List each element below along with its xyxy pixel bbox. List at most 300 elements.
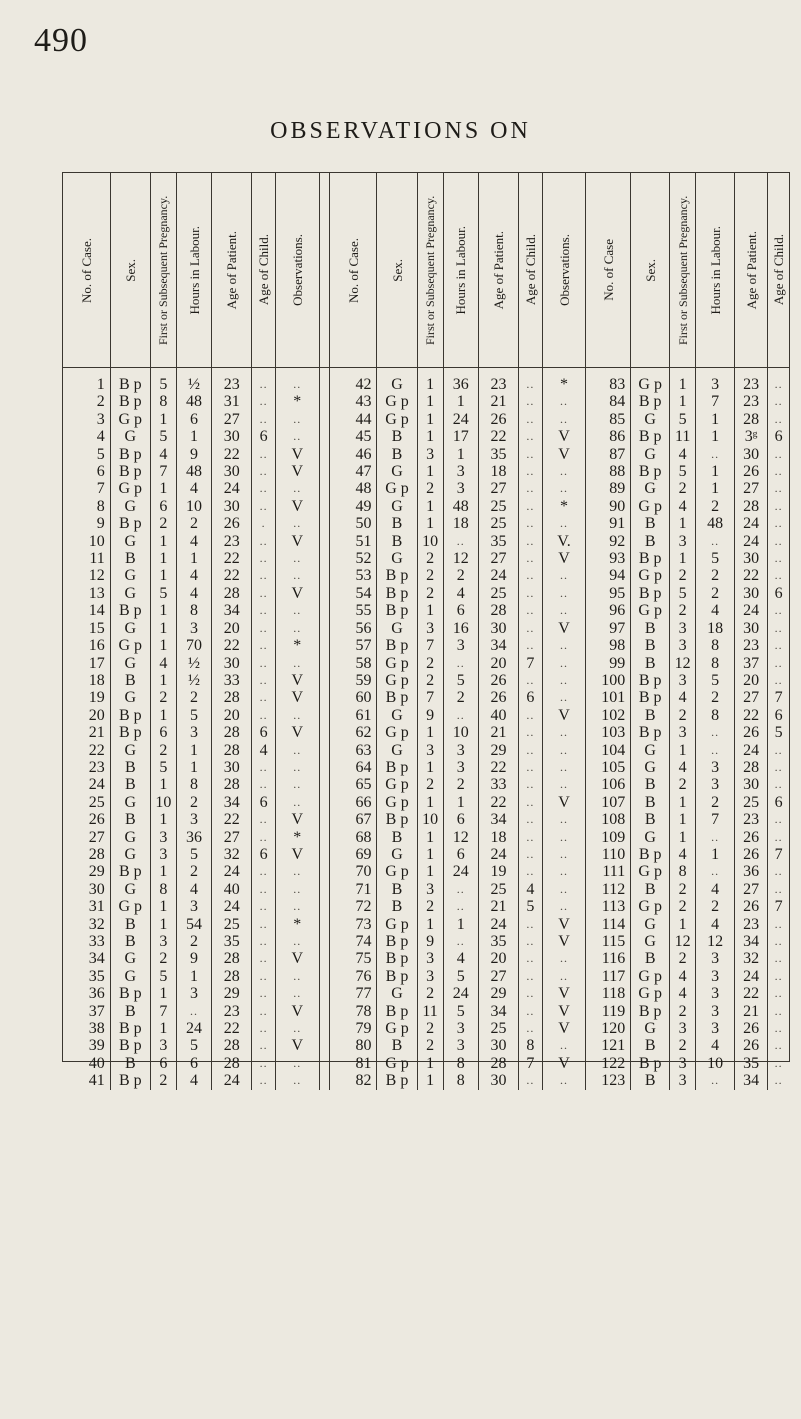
sex-cell: G p (377, 776, 417, 793)
header-case: No. of Case (586, 173, 631, 368)
hours-in-labour-cell: 10 (176, 498, 211, 515)
hours-in-labour-cell: 36 (176, 829, 211, 846)
age-of-patient-cell: 24 (212, 480, 252, 497)
age-of-patient-cell: 20 (735, 672, 768, 689)
header-pregnancy: First or Subsequent Pregnancy. (150, 173, 176, 368)
age-of-patient-cell: 37 (735, 655, 768, 672)
age-of-patient-cell: 24 (735, 602, 768, 619)
pregnancy-cell: 1 (150, 602, 176, 619)
hours-in-labour-cell: 3 (696, 1003, 735, 1020)
sex-cell: B (377, 1037, 417, 1054)
case-number-cell: 8 (96, 497, 105, 515)
sex-cell: G p (110, 480, 150, 497)
table-row (63, 950, 789, 967)
age-of-child-cell: .. (519, 446, 543, 463)
table-row (63, 550, 789, 567)
sex-cell: B p (631, 393, 670, 410)
age-of-patient-cell: 23 (478, 368, 518, 394)
observation-cell: V (275, 446, 319, 463)
hours-in-labour-cell: 2 (696, 567, 735, 584)
header-sex: Sex. (631, 173, 670, 368)
sex-cell: B p (110, 393, 150, 410)
case-number-cell: 13 (88, 584, 105, 602)
sex-cell: G p (631, 498, 670, 515)
sex-cell: B (631, 620, 670, 637)
pregnancy-cell: 3 (670, 1020, 696, 1037)
pregnancy-cell: 2 (670, 1037, 696, 1054)
pregnancy-cell: 3 (670, 637, 696, 654)
sex-cell: B (377, 533, 417, 550)
table-row (63, 368, 789, 394)
age-of-patient-cell: 22 (478, 794, 518, 811)
sex-cell: B p (631, 846, 670, 863)
pregnancy-cell: 9 (417, 933, 443, 950)
case-number-cell: 60 (330, 689, 377, 706)
case-number-cell: 25 (88, 793, 105, 811)
age-of-child-cell: .. (768, 881, 789, 898)
sex-cell: B p (377, 1003, 417, 1020)
pregnancy-cell: 1 (417, 724, 443, 741)
observation-cell: V (275, 846, 319, 863)
sex-cell: G (377, 463, 417, 480)
case-number-cell: 6 (96, 463, 105, 481)
pregnancy-cell: 2 (150, 689, 176, 706)
pregnancy-cell: 1 (417, 916, 443, 933)
age-of-child-cell: .. (252, 1037, 276, 1054)
pregnancy-cell: 7 (417, 689, 443, 706)
pregnancy-cell: 5 (670, 463, 696, 480)
table-row (63, 898, 789, 915)
hours-in-labour-cell: 8 (696, 637, 735, 654)
pregnancy-cell: 7 (150, 1003, 176, 1020)
case-number-cell: 49 (330, 498, 377, 515)
hours-in-labour-cell: 2 (176, 689, 211, 706)
age-of-child-cell: .. (252, 602, 276, 619)
case-number-cell: 79 (330, 1020, 377, 1037)
hours-in-labour-cell: .. (696, 863, 735, 880)
hours-in-labour-cell: 3 (696, 776, 735, 793)
page-number: 490 (34, 22, 88, 59)
pregnancy-cell: 3 (670, 620, 696, 637)
age-of-patient-cell: 30 (735, 585, 768, 602)
age-of-child-cell: 4 (252, 742, 276, 759)
table-row (63, 742, 789, 759)
age-of-patient-cell: 24 (735, 742, 768, 759)
column-separator (319, 585, 330, 602)
hours-in-labour-cell: 54 (176, 916, 211, 933)
age-of-patient-cell: 18 (478, 463, 518, 480)
case-number-cell: 39 (88, 1037, 105, 1055)
age-of-child-cell: .. (252, 759, 276, 776)
pregnancy-cell: 9 (417, 707, 443, 724)
case-number-cell: 99 (586, 655, 631, 672)
sex-cell: G (377, 742, 417, 759)
pregnancy-cell: 3 (670, 1055, 696, 1072)
sex-cell: G p (377, 655, 417, 672)
age-of-patient-cell: 28 (478, 602, 518, 619)
hours-in-labour-cell: 1 (696, 411, 735, 428)
observation-cell: * (542, 368, 586, 394)
observation-cell: V (542, 933, 586, 950)
age-of-child-cell: 6 (768, 428, 789, 445)
age-of-patient-cell: 28 (478, 1055, 518, 1072)
sex-cell: B p (631, 585, 670, 602)
sex-cell: G (377, 846, 417, 863)
age-of-patient-cell: 21 (478, 724, 518, 741)
case-number-cell: 92 (586, 533, 631, 550)
header-age-child: Age of Child. (252, 173, 276, 368)
age-of-child-cell: .. (768, 742, 789, 759)
observation-cell: .. (275, 550, 319, 567)
age-of-patient-cell: 20 (212, 620, 252, 637)
case-number-cell: 16 (88, 637, 105, 655)
pregnancy-cell: 2 (417, 585, 443, 602)
table-row (63, 567, 789, 584)
column-separator (319, 515, 330, 532)
age-of-child-cell: .. (519, 985, 543, 1002)
pregnancy-cell: 3 (670, 1072, 696, 1089)
age-of-patient-cell: 35 (735, 1055, 768, 1072)
case-number-cell: 32 (88, 915, 105, 933)
age-of-patient-cell: 29 (478, 985, 518, 1002)
case-number-cell: 51 (330, 533, 377, 550)
observation-cell: .. (275, 602, 319, 619)
case-number-cell: 100 (586, 672, 631, 689)
hours-in-labour-cell: 3 (443, 1037, 478, 1054)
column-separator (319, 393, 330, 410)
observation-cell: .. (542, 515, 586, 532)
age-of-patient-cell: 30 (212, 759, 252, 776)
pregnancy-cell: 2 (417, 567, 443, 584)
pregnancy-cell: 1 (670, 794, 696, 811)
pregnancy-cell: 1 (670, 742, 696, 759)
age-of-child-cell: .. (519, 707, 543, 724)
column-separator (319, 1072, 330, 1089)
hours-in-labour-cell: 1 (176, 742, 211, 759)
observation-cell: .. (542, 672, 586, 689)
case-number-cell: 64 (330, 759, 377, 776)
age-of-patient-cell: 29 (212, 985, 252, 1002)
observation-cell: V (275, 672, 319, 689)
column-separator (319, 794, 330, 811)
sex-cell: B (110, 933, 150, 950)
pregnancy-cell: 1 (670, 515, 696, 532)
pregnancy-cell: 1 (150, 916, 176, 933)
observation-cell: .. (542, 689, 586, 706)
column-separator (319, 480, 330, 497)
pregnancy-cell: 2 (150, 950, 176, 967)
hours-in-labour-cell: .. (696, 829, 735, 846)
pregnancy-cell: 4 (670, 985, 696, 1002)
sex-cell: B (110, 550, 150, 567)
pregnancy-cell: 12 (670, 933, 696, 950)
observation-cell: .. (275, 368, 319, 394)
pregnancy-cell: 8 (670, 863, 696, 880)
age-of-child-cell: .. (252, 1072, 276, 1089)
age-of-child-cell: .. (252, 933, 276, 950)
age-of-patient-cell: 26 (478, 672, 518, 689)
hours-in-labour-cell: 10 (443, 724, 478, 741)
pregnancy-cell: 2 (670, 1003, 696, 1020)
pregnancy-cell: 1 (670, 829, 696, 846)
sex-cell: G (110, 689, 150, 706)
case-number-cell: 50 (330, 515, 377, 532)
case-number-cell: 105 (586, 759, 631, 776)
sex-cell: G (110, 533, 150, 550)
hours-in-labour-cell: 2 (696, 585, 735, 602)
age-of-child-cell: .. (252, 916, 276, 933)
case-number-cell: 83 (586, 368, 631, 394)
pregnancy-cell: 10 (417, 533, 443, 550)
hours-in-labour-cell: 3 (443, 1020, 478, 1037)
case-number-cell: 101 (586, 689, 631, 706)
case-number-cell: 46 (330, 446, 377, 463)
hours-in-labour-cell: 7 (696, 811, 735, 828)
hours-in-labour-cell: 8 (696, 707, 735, 724)
age-of-child-cell: .. (519, 602, 543, 619)
case-number-cell: 27 (88, 828, 105, 846)
hours-in-labour-cell: .. (443, 898, 478, 915)
case-number-cell: 72 (330, 898, 377, 915)
header-hours: Hours in Labour. (696, 173, 735, 368)
hours-in-labour-cell: 12 (443, 829, 478, 846)
sex-cell: B (631, 515, 670, 532)
column-separator (319, 1037, 330, 1054)
age-of-patient-cell: 27 (212, 411, 252, 428)
case-number-cell: 69 (330, 846, 377, 863)
age-of-child-cell: .. (768, 637, 789, 654)
age-of-child-cell: .. (252, 393, 276, 410)
table-row (63, 689, 789, 706)
hours-in-labour-cell: 8 (176, 602, 211, 619)
age-of-patient-cell: 40 (212, 881, 252, 898)
age-of-patient-cell: 36 (735, 863, 768, 880)
age-of-child-cell: .. (252, 985, 276, 1002)
age-of-patient-cell: 18 (478, 829, 518, 846)
age-of-child-cell: .. (252, 898, 276, 915)
age-of-child-cell: .. (519, 724, 543, 741)
sex-cell: B p (631, 689, 670, 706)
table-row (63, 1020, 789, 1037)
observation-cell: .. (542, 811, 586, 828)
age-of-child-cell: .. (768, 811, 789, 828)
age-of-patient-cell: 24 (478, 846, 518, 863)
observation-cell: .. (542, 759, 586, 776)
age-of-child-cell: .. (519, 776, 543, 793)
age-of-child-cell: 7 (768, 846, 789, 863)
observation-cell: .. (542, 655, 586, 672)
column-separator (319, 829, 330, 846)
sex-cell: G (631, 759, 670, 776)
observation-cell: V (275, 585, 319, 602)
pregnancy-cell: 4 (670, 689, 696, 706)
age-of-patient-cell: 23 (735, 637, 768, 654)
pregnancy-cell: 1 (417, 393, 443, 410)
observation-cell: V (542, 916, 586, 933)
case-number-cell: 59 (330, 672, 377, 689)
case-number-cell: 33 (88, 933, 105, 950)
age-of-patient-cell: 22 (212, 550, 252, 567)
sex-cell: G (110, 428, 150, 445)
sex-cell: G p (631, 567, 670, 584)
pregnancy-cell: 2 (417, 1037, 443, 1054)
sex-cell: G p (631, 968, 670, 985)
hours-in-labour-cell: 12 (696, 933, 735, 950)
age-of-child-cell: .. (519, 567, 543, 584)
case-number-cell: 78 (330, 1003, 377, 1020)
sex-cell: B (377, 829, 417, 846)
sex-cell: B (377, 428, 417, 445)
header-row (63, 173, 789, 368)
header-hours: Hours in Labour. (176, 173, 211, 368)
age-of-patient-cell: 30 (478, 620, 518, 637)
sex-cell: G (631, 742, 670, 759)
age-of-child-cell: .. (519, 829, 543, 846)
age-of-patient-cell: 30 (735, 550, 768, 567)
case-number-cell: 4 (96, 428, 105, 446)
sex-cell: B p (631, 463, 670, 480)
age-of-patient-cell: 29 (478, 742, 518, 759)
age-of-child-cell: .. (768, 950, 789, 967)
pregnancy-cell: 1 (417, 602, 443, 619)
observation-cell: .. (275, 428, 319, 445)
sex-cell: G p (377, 480, 417, 497)
sex-cell: G p (110, 411, 150, 428)
sex-cell: G (631, 933, 670, 950)
age-of-child-cell: .. (519, 950, 543, 967)
case-number-cell: 118 (586, 985, 631, 1002)
table-row (63, 846, 789, 863)
sex-cell: B p (110, 1037, 150, 1054)
hours-in-labour-cell: 1 (443, 794, 478, 811)
sex-cell: G (631, 480, 670, 497)
pregnancy-cell: 2 (417, 480, 443, 497)
hours-in-labour-cell: 1 (696, 428, 735, 445)
sex-cell: B p (377, 689, 417, 706)
case-number-cell: 104 (586, 742, 631, 759)
sex-cell: G (110, 655, 150, 672)
hours-in-labour-cell: 5 (443, 672, 478, 689)
hours-in-labour-cell: 48 (443, 498, 478, 515)
observation-cell: .. (542, 602, 586, 619)
observation-cell: .. (275, 411, 319, 428)
sex-cell: B (110, 776, 150, 793)
observations-table (62, 172, 790, 1090)
age-of-child-cell: 7 (768, 689, 789, 706)
case-number-cell: 34 (88, 950, 105, 968)
pregnancy-cell: 7 (417, 637, 443, 654)
age-of-patient-cell: 28 (735, 759, 768, 776)
pregnancy-cell: 3 (670, 724, 696, 741)
hours-in-labour-cell: 18 (443, 515, 478, 532)
column-separator (319, 985, 330, 1002)
table-row (63, 1003, 789, 1020)
column-separator (319, 463, 330, 480)
table-row (63, 707, 789, 724)
observation-cell: V (275, 1003, 319, 1020)
sex-cell: B p (377, 968, 417, 985)
hours-in-labour-cell: .. (443, 533, 478, 550)
column-separator (319, 742, 330, 759)
hours-in-labour-cell: 3 (696, 368, 735, 394)
sex-cell: G p (377, 1055, 417, 1072)
age-of-patient-cell: 35 (478, 933, 518, 950)
age-of-child-cell: .. (519, 393, 543, 410)
age-of-patient-cell: 23 (735, 368, 768, 394)
sex-cell: B (110, 916, 150, 933)
case-number-cell: 97 (586, 620, 631, 637)
column-separator (319, 1003, 330, 1020)
sex-cell: B p (377, 585, 417, 602)
case-number-cell: 2 (96, 393, 105, 411)
age-of-child-cell: .. (252, 567, 276, 584)
age-of-child-cell: .. (252, 881, 276, 898)
sex-cell: G p (110, 898, 150, 915)
case-number-cell: 77 (330, 985, 377, 1002)
age-of-child-cell: .. (768, 916, 789, 933)
case-number-cell: 3 (96, 410, 105, 428)
age-of-child-cell: 6 (252, 846, 276, 863)
case-number-cell: 91 (586, 515, 631, 532)
age-of-patient-cell: 26 (735, 463, 768, 480)
hours-in-labour-cell: 4 (696, 916, 735, 933)
sex-cell: B p (377, 950, 417, 967)
table-row (63, 916, 789, 933)
age-of-patient-cell: 27 (735, 480, 768, 497)
column-separator (319, 637, 330, 654)
age-of-patient-cell: 26 (212, 515, 252, 532)
pregnancy-cell: 2 (417, 898, 443, 915)
age-of-child-cell: .. (252, 533, 276, 550)
age-of-patient-cell: 30 (478, 1072, 518, 1089)
sex-cell: B p (110, 602, 150, 619)
age-of-patient-cell: 25 (212, 916, 252, 933)
age-of-child-cell: 6 (252, 724, 276, 741)
case-number-cell: 43 (330, 393, 377, 410)
column-separator (319, 428, 330, 445)
case-number-cell: 82 (330, 1072, 377, 1089)
case-number-cell: 9 (96, 515, 105, 533)
pregnancy-cell: 3 (417, 950, 443, 967)
observation-cell: V (542, 550, 586, 567)
hours-in-labour-cell: 4 (176, 567, 211, 584)
case-number-cell: 98 (586, 637, 631, 654)
sex-cell: G (631, 411, 670, 428)
hours-in-labour-cell: 48 (696, 515, 735, 532)
observation-cell: .. (542, 393, 586, 410)
age-of-child-cell: .. (519, 550, 543, 567)
hours-in-labour-cell: 5 (443, 968, 478, 985)
age-of-child-cell: .. (519, 533, 543, 550)
age-of-child-cell: 6 (768, 707, 789, 724)
hours-in-labour-cell: 1 (176, 759, 211, 776)
case-number-cell: 102 (586, 707, 631, 724)
age-of-patient-cell: 22 (212, 446, 252, 463)
age-of-child-cell: 8 (519, 1037, 543, 1054)
age-of-patient-cell: 22 (735, 567, 768, 584)
age-of-patient-cell: 35 (212, 933, 252, 950)
case-number-cell: 18 (88, 671, 105, 689)
age-of-child-cell: .. (768, 533, 789, 550)
hours-in-labour-cell: 5 (176, 707, 211, 724)
pregnancy-cell: 2 (670, 776, 696, 793)
pregnancy-cell: 1 (670, 550, 696, 567)
column-separator (319, 533, 330, 550)
column-separator (319, 916, 330, 933)
sex-cell: G (110, 829, 150, 846)
age-of-child-cell: .. (252, 707, 276, 724)
case-number-cell: 65 (330, 776, 377, 793)
